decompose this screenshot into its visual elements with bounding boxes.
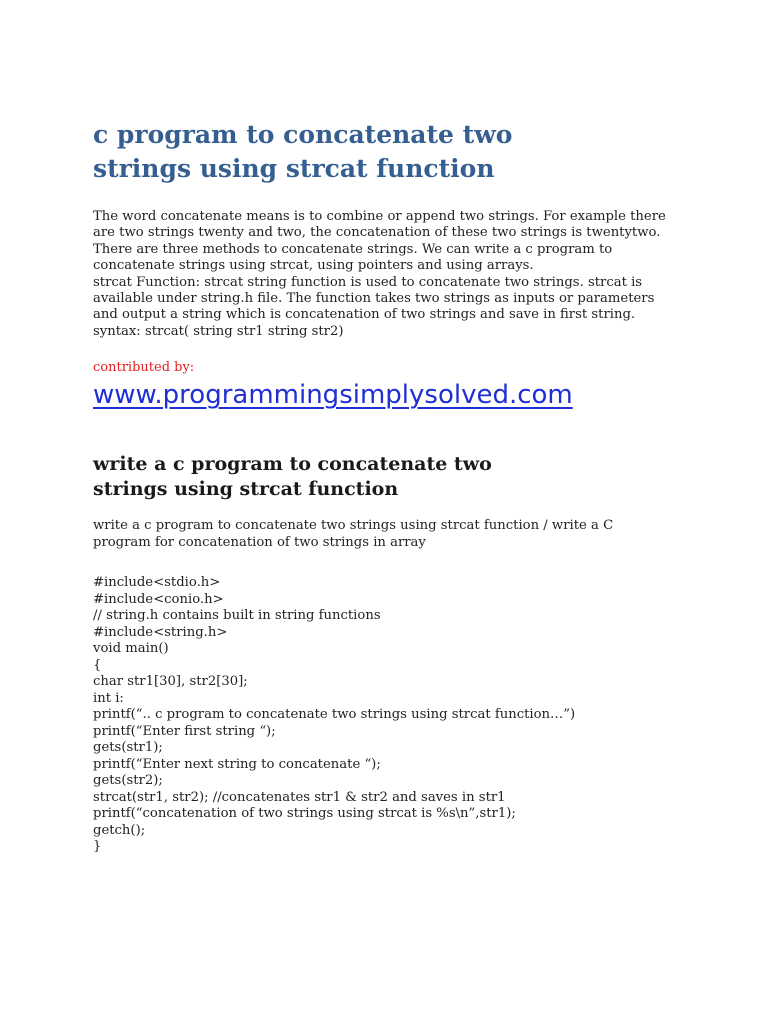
intro-line: and output a string which is concatenation of two strings and save in first string. xyxy=(93,307,636,323)
code-line: strcat(str1, str2); //concatenates str1 & str2 and saves in str1 xyxy=(93,789,506,805)
code-line: getch(); xyxy=(93,822,146,838)
code-line: char str1[30], str2[30]; xyxy=(93,674,248,689)
intro-line: concatenate strings using strcat, using pointers and using arrays. xyxy=(93,258,534,274)
code-listing xyxy=(93,575,575,856)
code-line: int i: xyxy=(93,690,124,706)
page-title-line: strings using strcat function xyxy=(93,154,495,183)
description-line: write a c program to concatenate two strings using strcat function / write a C xyxy=(93,518,614,533)
syntax-line: syntax: strcat( string str1 string str2) xyxy=(93,323,344,339)
contributed-by-label: contributed by: xyxy=(93,360,195,375)
section-heading-line: write a c program to concatenate two xyxy=(93,453,492,475)
code-line: #include<stdio.h> xyxy=(93,575,221,590)
website-link[interactable]: www.programmingsimplysolved.com xyxy=(93,380,573,410)
code-line: } xyxy=(93,839,102,854)
code-line: // string.h contains built in string functions xyxy=(93,608,381,623)
page-title-line: c program to concatenate two xyxy=(93,120,513,149)
code-line: #include<string.h> xyxy=(93,624,228,640)
code-line: printf(“concatenation of two strings using strcat is %s\n”,str1); xyxy=(93,806,516,821)
code-line: { xyxy=(93,657,102,673)
code-line: #include<conio.h> xyxy=(93,591,224,607)
code-line: printf(“Enter next string to concatenate “); xyxy=(93,756,381,772)
intro-paragraph xyxy=(93,209,713,340)
section-description xyxy=(93,517,613,551)
section-heading xyxy=(93,452,492,502)
intro-line: available under string.h file. The function takes two strings as inputs or parameters xyxy=(93,291,655,307)
section-heading-line: strings using strcat function xyxy=(93,478,399,500)
description-line: program for concatenation of two strings in array xyxy=(93,535,426,550)
code-line: void main() xyxy=(93,641,169,656)
intro-line: strcat Function: strcat string function is used to concatenate two strings. strcat is xyxy=(93,274,643,290)
code-line: gets(str2); xyxy=(93,773,163,788)
code-line: printf(“Enter first string “); xyxy=(93,723,276,739)
intro-line: There are three methods to concatenate strings. We can write a c program to xyxy=(93,241,613,257)
page-title xyxy=(93,118,512,186)
code-line: printf(“.. c program to concatenate two strings using strcat function…”) xyxy=(93,707,576,722)
intro-line: are two strings twenty and two, the concatenation of these two strings is twentytwo. xyxy=(93,225,661,241)
intro-line: The word concatenate means is to combine or append two strings. For example there xyxy=(93,209,666,224)
code-line: gets(str1); xyxy=(93,740,163,755)
